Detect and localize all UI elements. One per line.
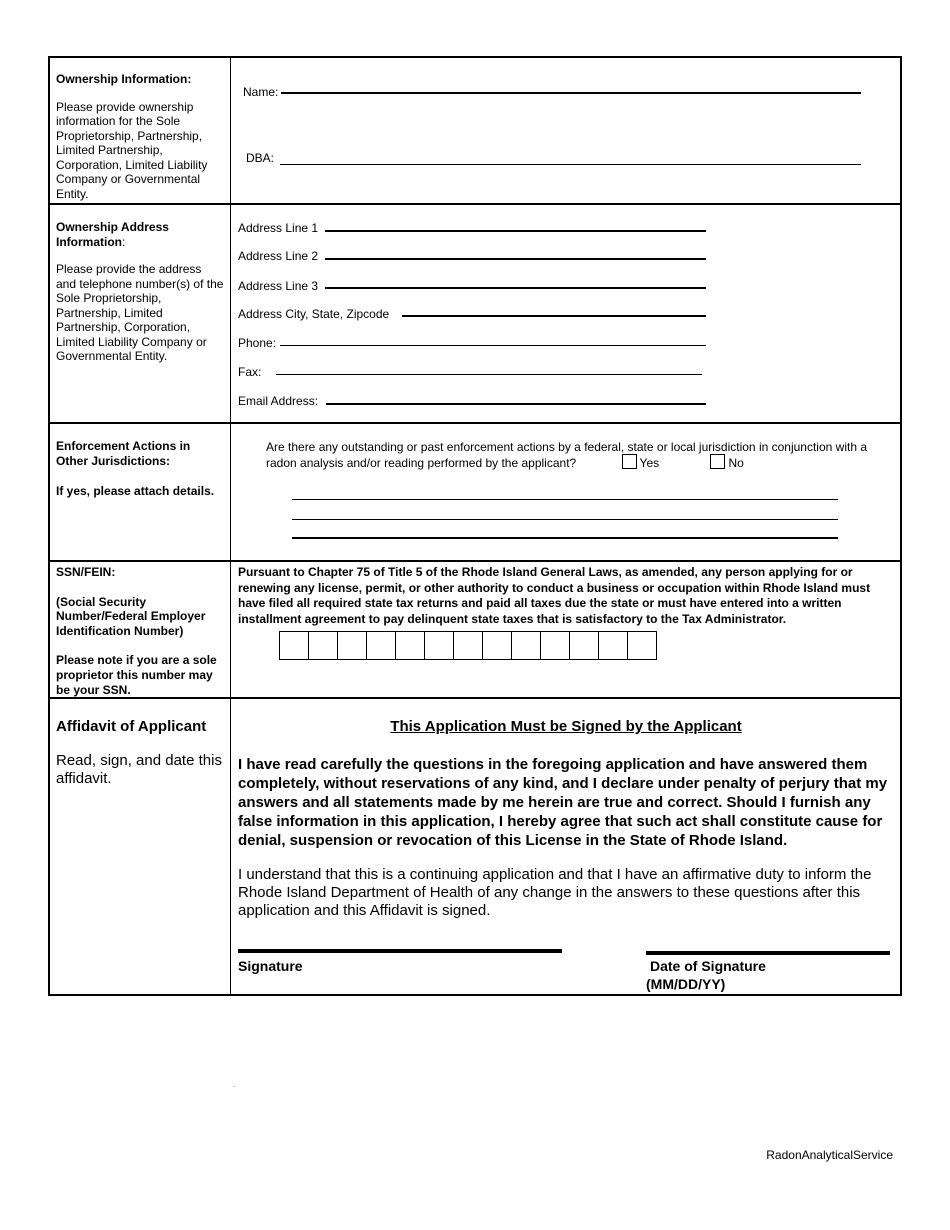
address-description: Please provide the address and telephone number(s) of the Sole Proprietorship, Partnership, Limited Partnership, Corporation, Limited Liability Company or Governmental Entity. <box>56 262 224 363</box>
affidavit-label-cell <box>50 699 231 994</box>
affidavit-instruction: Read, sign, and date this affidavit. <box>56 752 222 787</box>
no-option[interactable] <box>710 456 743 470</box>
date-signature-line[interactable] <box>646 951 890 955</box>
ssn-digit-box[interactable] <box>453 631 483 660</box>
enforcement-attach-note: If yes, please attach details. <box>56 484 215 498</box>
address-fields-cell <box>232 205 900 422</box>
affidavit-heading: This Application Must be Signed by the Applicant <box>390 718 742 735</box>
ssn-fields-cell <box>232 562 900 697</box>
address-city-label: Address City, State, Zipcode <box>238 307 390 321</box>
dba-field[interactable] <box>280 164 861 165</box>
ssn-digit-box[interactable] <box>395 631 425 660</box>
affidavit-declaration: I have read carefully the questions in the foregoing application and have answered them completely, without reservations of any kind, and I declare under penalty of perjury that my answers and all statements made by me herein are true and correct. Should I furnish any false information in this application, I hereby agree that such act shall constitute cause for denial, suspension or revocation of this License in the State of Rhode Island. <box>238 756 888 849</box>
ssn-digit-box[interactable] <box>627 631 657 660</box>
affidavit-content-cell <box>232 699 900 994</box>
ssn-digit-box[interactable] <box>511 631 541 660</box>
ssn-digit-box[interactable] <box>569 631 599 660</box>
tax-statement: Pursuant to Chapter 75 of Title 5 of the Rhode Island General Laws, as amended, any person applying for or renewing any license, permit, or other authority to conduct a business or occupation within Rhode Island must have filed all required state tax returns and paid all taxes due the state or must have entered into a written installment agreement to pay delinquent state taxes that is satisfactory to the Tax Administrator. <box>238 565 871 626</box>
ssn-digit-box[interactable] <box>424 631 454 660</box>
phone-field[interactable] <box>280 345 706 346</box>
ssn-title: SSN/FEIN: <box>56 565 116 579</box>
phone-label: Phone: <box>238 336 277 350</box>
ssn-digit-box[interactable] <box>279 631 309 660</box>
ssn-digit-box[interactable] <box>540 631 570 660</box>
affidavit-continuing: I understand that this is a continuing application and that I have an affirmative duty to inform the Rhode Island Department of Health of any change in the answers to these questions after this application and this Affidavit is signed. <box>238 866 872 919</box>
ssn-section <box>50 560 900 697</box>
fax-field[interactable] <box>276 374 702 375</box>
ssn-subtitle: (Social Security Number/Federal Employer Identification Number) <box>56 594 206 638</box>
footer-text: RadonAnalyticalService <box>766 1148 893 1162</box>
ssn-digit-box[interactable] <box>308 631 338 660</box>
address-title <box>56 220 224 249</box>
no-checkbox[interactable] <box>710 454 725 469</box>
address-label-cell <box>50 205 231 422</box>
address-line1-label: Address Line 1 <box>238 221 319 235</box>
name-label: Name: <box>243 85 279 99</box>
no-label: No <box>728 456 744 470</box>
address-line1-field[interactable] <box>325 230 706 232</box>
ssn-label-cell <box>50 562 231 697</box>
yes-label: Yes <box>639 456 660 470</box>
ownership-section <box>50 58 900 203</box>
ssn-note: Please note if you are a sole proprietor this number may be your SSN. <box>56 653 217 697</box>
ssn-digit-box[interactable] <box>598 631 628 660</box>
address-line3-label: Address Line 3 <box>238 279 319 293</box>
ssn-digit-box[interactable] <box>366 631 396 660</box>
enforcement-question-block <box>266 440 896 470</box>
enforcement-title: Enforcement Actions in Other Jurisdictions: <box>56 439 191 468</box>
signature-line[interactable] <box>238 949 562 953</box>
email-field[interactable] <box>326 403 706 405</box>
details-line-1[interactable] <box>292 499 838 500</box>
details-line-2[interactable] <box>292 519 838 520</box>
application-form <box>48 56 902 996</box>
stray-mark: . <box>233 1080 236 1089</box>
ssn-digit-boxes[interactable] <box>279 631 657 660</box>
address-title-text: Ownership Address Information <box>56 220 169 249</box>
affidavit-section <box>50 697 900 994</box>
ownership-fields-cell <box>232 58 900 203</box>
ssn-digit-box[interactable] <box>337 631 367 660</box>
address-section <box>50 203 900 422</box>
name-field[interactable] <box>281 92 861 94</box>
yes-checkbox[interactable] <box>622 454 637 469</box>
date-format-label: (MM/DD/YY) <box>646 976 726 992</box>
email-label: Email Address: <box>238 394 319 408</box>
address-line3-field[interactable] <box>325 287 706 289</box>
address-line2-label: Address Line 2 <box>238 249 319 263</box>
address-line2-field[interactable] <box>325 258 706 260</box>
fax-label: Fax: <box>238 365 262 379</box>
ownership-description: Please provide ownership information for the Sole Proprietorship, Partnership, Limited Partnership, Corporation, Limited Liability Company or Governmental Entity. <box>56 99 208 201</box>
affidavit-title: Affidavit of Applicant <box>56 718 207 735</box>
address-title-suffix: : <box>122 234 126 249</box>
ssn-digit-box[interactable] <box>482 631 512 660</box>
dba-label: DBA: <box>246 151 275 165</box>
signature-label: Signature <box>238 958 303 974</box>
yes-option[interactable] <box>622 456 660 470</box>
address-city-field[interactable] <box>402 315 706 317</box>
enforcement-section <box>50 422 900 560</box>
details-line-3[interactable] <box>292 537 838 539</box>
enforcement-label-cell <box>50 424 231 560</box>
enforcement-question: Are there any outstanding or past enforcement actions by a federal, state or local jurisdiction in conjunction with a radon analysis and/or reading performed by the applicant? <box>266 440 868 470</box>
date-signature-label: Date of Signature <box>650 958 766 974</box>
enforcement-fields-cell <box>232 424 900 560</box>
ownership-title: Ownership Information: <box>56 72 192 86</box>
ownership-label-cell <box>50 58 231 203</box>
